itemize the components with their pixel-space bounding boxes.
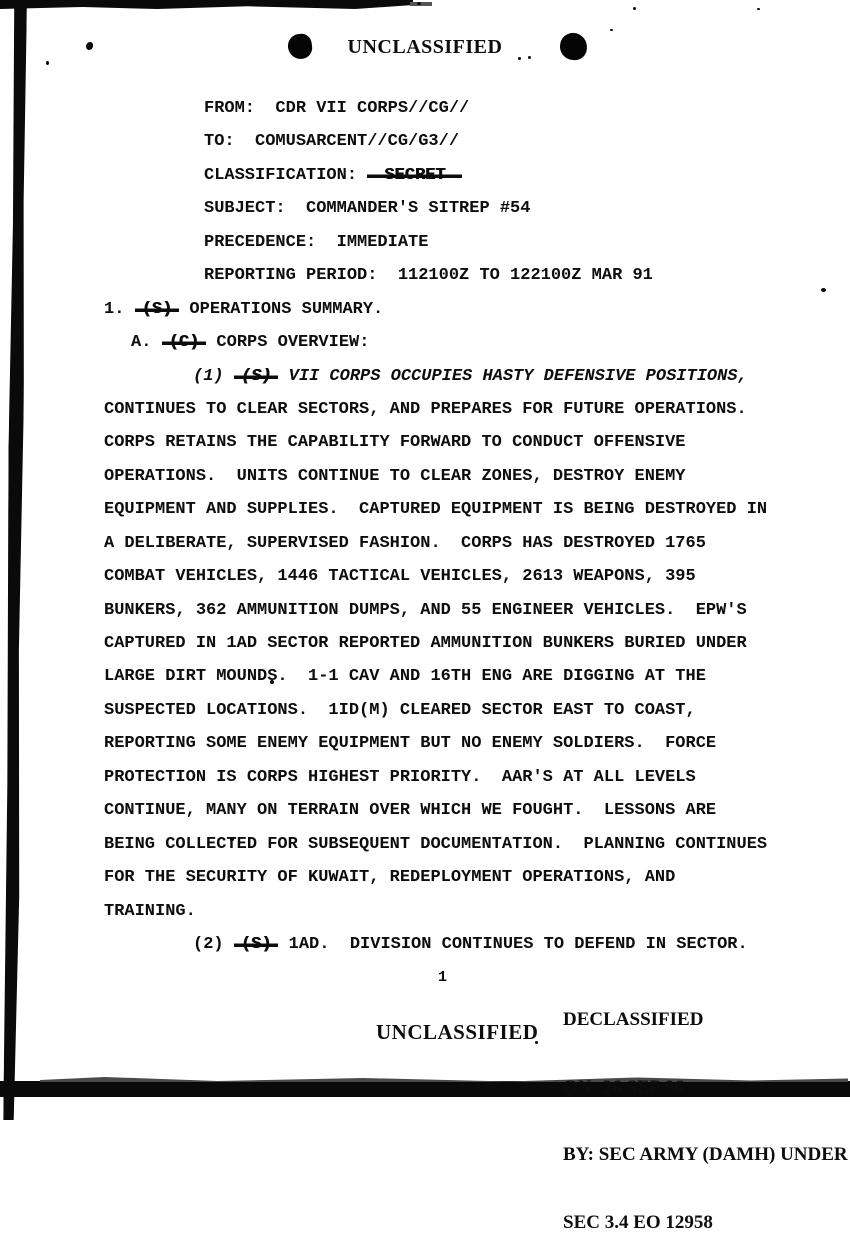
text-segment: CORPS RETAINS THE CAPABILITY FORWARD TO CONDUCT OFFENSIVE [104, 433, 686, 453]
text-segment: SUBJECT: COMMANDER'S SITREP #54 [204, 199, 531, 219]
text-segment: PRECEDENCE: IMMEDIATE [204, 232, 429, 252]
text-segment: 1. [104, 299, 135, 319]
document-line [104, 560, 804, 593]
scan-speck [46, 61, 49, 65]
text-segment: BEING COLLECTED FOR SUBSEQUENT DOCUMENTATION. PLANNING CONTINUES [104, 834, 768, 854]
document-line [104, 828, 804, 861]
text-segment: (2) [193, 934, 234, 954]
document-line [104, 259, 804, 292]
text-segment: (1) [193, 366, 234, 386]
document-line [104, 426, 804, 459]
text-segment: CLASSIFICATION: [204, 165, 368, 185]
text-segment: BUNKERS, 362 AMMUNITION DUMPS, AND 55 ENGINEER VEHICLES. EPW'S [104, 600, 747, 620]
text-segment: TRAINING. [104, 901, 196, 921]
text-segment: CAPTURED IN 1AD SECTOR REPORTED AMMUNITION BUNKERS BURIED UNDER [104, 634, 747, 653]
scan-artifact-top-bar-tail [410, 2, 432, 6]
document-line [104, 794, 804, 827]
text-segment: FOR THE SECURITY OF KUWAIT, REDEPLOYMENT OPERATIONS, AND [104, 868, 676, 888]
document-line [104, 159, 804, 192]
document-line [104, 727, 804, 760]
scan-speck [633, 7, 636, 10]
scan-speck [821, 288, 826, 292]
document-line [104, 761, 804, 794]
text-segment: OPERATIONS. UNITS CONTINUE TO CLEAR ZONES, DESTROY ENEMY [104, 466, 686, 486]
document-line [104, 527, 804, 560]
text-segment: CONTINUES TO CLEAR SECTORS, AND PREPARES FOR FUTURE OPERATIONS. [104, 399, 747, 419]
scan-speck [757, 8, 760, 10]
document-line [104, 627, 804, 660]
stamp-line-authority: BY: SEC ARMY (DAMH) UNDER [563, 1144, 848, 1165]
scan-artifact-left-bar [3, 0, 27, 1120]
document-line [104, 460, 804, 493]
document-line [104, 895, 804, 928]
text-segment: EQUIPMENT AND SUPPLIES. CAPTURED EQUIPMENT IS BEING DESTROYED IN [104, 500, 768, 520]
text-segment: COMBAT VEHICLES, 1446 TACTICAL VEHICLES, 2613 WEAPONS, 395 [104, 567, 696, 587]
stamp-line-date: ON: 26 SEP 96 [563, 1076, 684, 1098]
struck-classification-marking: (S) [234, 367, 279, 386]
struck-classification-marking: (C) [162, 333, 207, 352]
footer-classification-banner: UNCLASSIFIED [376, 1020, 539, 1044]
document-line [104, 660, 804, 693]
document-line [104, 360, 804, 393]
text-segment: PROTECTION IS CORPS HIGHEST PRIORITY. AAR'S AT ALL LEVELS [104, 767, 696, 787]
text-segment: CONTINUE, MANY ON TERRAIN OVER WHICH WE FOUGHT. LESSONS ARE [104, 801, 717, 821]
document-line [104, 326, 804, 359]
text-segment: VII CORPS OCCUPIES HASTY DEFENSIVE POSITIONS, [278, 366, 748, 386]
document-line [104, 594, 804, 627]
document-line [104, 861, 804, 894]
document-line [104, 928, 804, 961]
text-segment: OPERATIONS SUMMARY. [179, 299, 384, 319]
declassification-stamp [563, 964, 848, 1257]
scan-speck [417, 2, 421, 5]
document-line [104, 226, 804, 259]
document-lines [104, 92, 804, 961]
text-segment: 1AD. DIVISION CONTINUES TO DEFEND IN SECTOR. [278, 934, 748, 954]
text-segment: SUSPECTED LOCATIONS. 1ID(M) CLEARED SECTOR EAST TO COAST, [104, 700, 696, 720]
text-segment: CORPS OVERVIEW: [206, 333, 370, 353]
document-line [104, 125, 804, 158]
stamp-line-declassified: DECLASSIFIED [563, 1009, 704, 1030]
text-segment: A. [131, 333, 162, 353]
struck-classification-marking: (S) [135, 300, 180, 319]
text-segment: TO: COMUSARCENT//CG/G3// [204, 132, 460, 152]
page-number: 1 [438, 969, 448, 986]
scan-artifact-top-bar [0, 0, 413, 9]
text-segment: REPORTING PERIOD: 112100Z TO 122100Z MAR 91 [204, 266, 653, 286]
document-line [104, 393, 804, 426]
text-segment: FROM: CDR VII CORPS//CG// [204, 99, 470, 118]
scan-speck [610, 29, 613, 31]
text-segment: A DELIBERATE, SUPERVISED FASHION. CORPS HAS DESTROYED 1765 [104, 533, 706, 553]
document-line [104, 694, 804, 727]
struck-classification-marking: (S) [234, 935, 279, 954]
struck-classification-marking: SECRET [367, 166, 462, 185]
document-line [104, 493, 804, 526]
text-segment: LARGE DIRT MOUNDS. 1-1 CAV AND 16TH ENG ARE DIGGING AT THE [104, 667, 706, 687]
header-classification-banner: UNCLASSIFIED [347, 36, 503, 58]
stamp-line-section: SEC 3.4 EO 12958 [563, 1211, 713, 1233]
document-line [104, 92, 804, 125]
document-line [104, 192, 804, 225]
text-segment: REPORTING SOME ENEMY EQUIPMENT BUT NO ENEMY SOLDIERS. FORCE [104, 734, 717, 754]
document-line [104, 293, 804, 326]
